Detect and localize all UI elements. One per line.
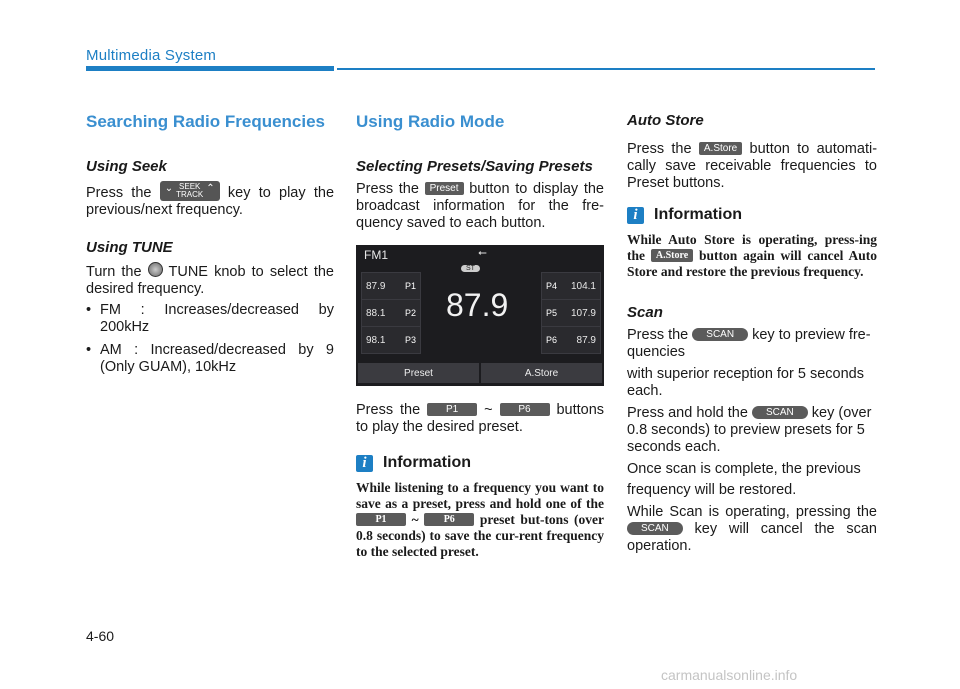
column-2 xyxy=(356,112,604,560)
header-rule-thin xyxy=(337,68,875,70)
p6-button-label: P6 xyxy=(424,513,474,526)
scan-paragraph-2: with superior reception for 5 seconds each. xyxy=(627,366,864,399)
preset-item[interactable]: P4 104.1 xyxy=(542,273,600,300)
page-number: 4-60 xyxy=(86,628,115,644)
header-rule-thick xyxy=(86,66,334,71)
radio-screen xyxy=(356,245,604,386)
preset-item[interactable]: 98.1 P3 xyxy=(366,334,416,346)
chevron-down-icon: ⌄ xyxy=(164,183,174,194)
tune-knob-icon xyxy=(148,262,163,277)
preset-item[interactable]: 88.1 P2 xyxy=(362,300,420,327)
preset-play-paragraph: Press the P1 ~ P6 buttons to play the desired preset. xyxy=(356,402,605,435)
subheading-presets: Selecting Presets/Saving Presets xyxy=(356,158,593,175)
preset-item[interactable]: P6 87.9 xyxy=(546,334,596,346)
scan-paragraph-1: Press the SCAN key to preview fre-quencies xyxy=(627,327,871,360)
band-label: FM1 xyxy=(364,248,388,262)
info-text: While listening to a frequency you want to save as a preset, press and hold one of the P1 ~ P6 preset but-tons (over 0.8 seconds) to save the cur-rent frequency to the selected preset. xyxy=(356,480,605,559)
preset-column-left xyxy=(361,272,421,354)
subheading-auto-store: Auto Store xyxy=(627,112,704,129)
watermark: carmanualsonline.info xyxy=(661,667,798,683)
p1-button-label: P1 xyxy=(427,403,477,416)
list-item: • FM : Increases/decreased by 200kHz xyxy=(86,302,334,336)
scan-paragraph-6: While Scan is operating, pressing the SCAN key will cancel the scan operation. xyxy=(627,504,877,554)
p6-button-label: P6 xyxy=(500,403,550,416)
scan-paragraph-4: Once scan is complete, the previous xyxy=(627,461,861,477)
subheading-using-tune: Using TUNE xyxy=(86,239,173,256)
subheading-scan: Scan xyxy=(627,304,663,321)
autostore-paragraph: Press the A.Store button to automati-cally save receivable frequencies to Preset buttons. xyxy=(627,141,878,191)
screen-astore-button[interactable]: A.Store xyxy=(481,363,602,383)
tune-step-list xyxy=(86,302,334,376)
preset-column-right xyxy=(541,272,601,354)
column-1 xyxy=(86,112,334,382)
heading-searching-radio: Searching Radio Frequencies xyxy=(86,112,326,131)
preset-item[interactable]: P5 107.9 xyxy=(542,300,600,327)
preset-item[interactable]: 87.9 P1 xyxy=(362,273,420,300)
screen-preset-button[interactable]: Preset xyxy=(358,363,479,383)
info-title: Information xyxy=(383,454,471,471)
tune-paragraph: Turn the TUNE knob to select the desired frequency. xyxy=(86,264,334,297)
chevron-up-icon: ⌃ xyxy=(206,183,215,194)
screen-button-bar xyxy=(358,363,602,383)
scan-paragraph-3: Press and hold the SCAN key (over 0.8 seconds) to preview presets for 5 seconds each. xyxy=(627,405,872,455)
scan-paragraph-5: frequency will be restored. xyxy=(627,482,797,498)
list-item: • AM : Increased/decreased by 9 (Only GUAM), 10kHz xyxy=(86,342,334,376)
info-icon: i xyxy=(356,455,373,472)
astore-button-label: A.Store xyxy=(651,249,693,262)
presets-paragraph: Press the Preset button to display the broadcast information for the fre-quency saved to each button. xyxy=(356,181,605,231)
info-title: Information xyxy=(654,206,742,223)
section-header-title: Multimedia System xyxy=(86,47,217,64)
info-header xyxy=(627,206,877,224)
current-frequency: 87.9 xyxy=(446,287,509,323)
scan-key-label: SCAN xyxy=(627,522,683,535)
heading-using-radio-mode: Using Radio Mode xyxy=(356,112,505,131)
seek-track-key-icon: ⌄ SEEK TRACK ⌃ xyxy=(160,181,220,201)
scan-key-label: SCAN xyxy=(692,328,748,341)
scan-key-label: SCAN xyxy=(752,406,808,419)
stereo-badge: ST xyxy=(461,265,480,272)
info-icon: i xyxy=(627,207,644,224)
subheading-using-seek: Using Seek xyxy=(86,158,167,175)
usb-icon: ⭠ xyxy=(478,247,487,259)
info-header xyxy=(356,454,604,472)
preset-button-label: Preset xyxy=(425,182,464,195)
astore-button-label: A.Store xyxy=(699,142,742,155)
column-3 xyxy=(627,112,877,555)
p1-button-label: P1 xyxy=(356,513,406,526)
info-text: While Auto Store is operating, press-ing the A.Store button again will cancel Auto Store and restore the previous frequency. xyxy=(627,232,877,279)
seek-paragraph: Press the ⌄ SEEK TRACK ⌃ key to play the previous/next frequency. xyxy=(86,182,335,218)
